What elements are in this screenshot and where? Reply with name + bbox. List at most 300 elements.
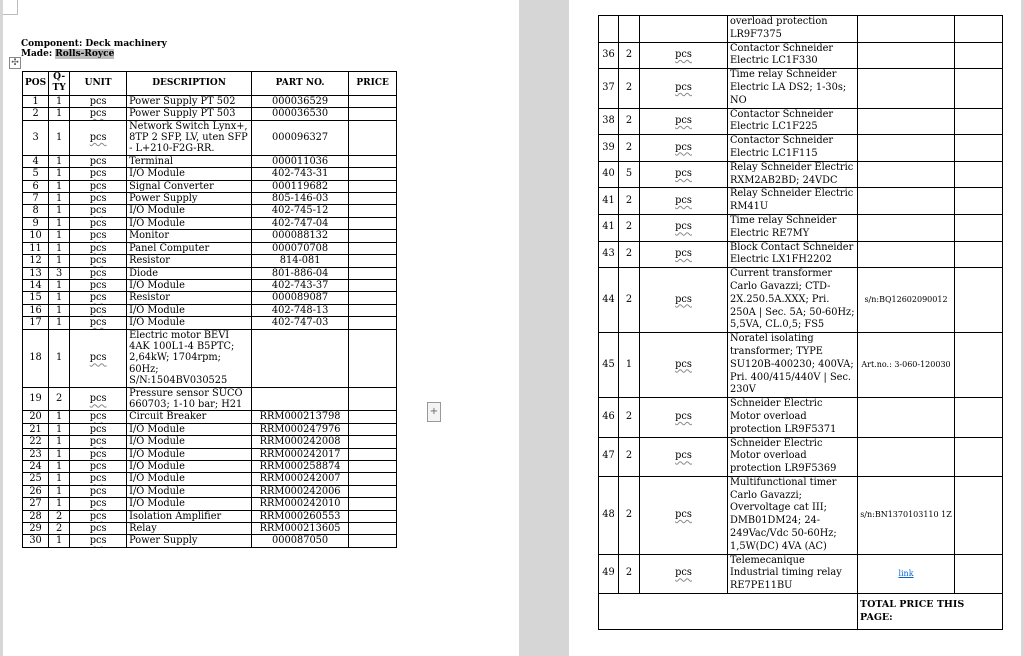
cell-price bbox=[349, 95, 397, 107]
cell-empty bbox=[640, 16, 728, 43]
cell-pos: 16 bbox=[23, 304, 49, 316]
cell-unit: pcs bbox=[640, 69, 728, 108]
table-row bbox=[599, 69, 1003, 108]
cell-price bbox=[349, 255, 397, 267]
cell-pos: 19 bbox=[23, 387, 49, 411]
header-price: PRICE bbox=[349, 72, 397, 96]
cell-part-no: 000036530 bbox=[252, 108, 349, 120]
cell-description: Time relay Schneider Electric LA DS2; 1-30s; NO bbox=[728, 69, 858, 108]
cell-price bbox=[349, 155, 397, 167]
header-qty: Q-TY bbox=[49, 72, 70, 96]
cell-pos: 44 bbox=[599, 268, 619, 333]
cell-price bbox=[955, 188, 1003, 215]
cell-price bbox=[349, 461, 397, 473]
cell-unit: pcs bbox=[70, 230, 127, 242]
cell-part-no: RRM000242008 bbox=[252, 436, 349, 448]
cell-price bbox=[955, 214, 1003, 241]
cell-qty: 1 bbox=[49, 155, 70, 167]
table-row bbox=[23, 304, 397, 316]
cell-qty: 1 bbox=[49, 95, 70, 107]
cell-part-no bbox=[858, 69, 955, 108]
table-row bbox=[599, 268, 1003, 333]
cell-unit: pcs bbox=[640, 161, 728, 188]
cell-part-no: RRM000242007 bbox=[252, 473, 349, 485]
cell-pos: 28 bbox=[23, 510, 49, 522]
cell-part-no bbox=[858, 398, 955, 437]
cell-description: overload protection LR9F7375 bbox=[728, 16, 858, 43]
cell-unit: pcs bbox=[640, 42, 728, 69]
table-row bbox=[23, 242, 397, 254]
cell-part-no bbox=[858, 188, 955, 215]
cell-price bbox=[349, 230, 397, 242]
cell-qty: 1 bbox=[49, 448, 70, 460]
cell-part-no: 000070708 bbox=[252, 242, 349, 254]
cell-qty: 1 bbox=[49, 473, 70, 485]
cell-pos: 22 bbox=[23, 436, 49, 448]
cell-unit: pcs bbox=[70, 436, 127, 448]
made-prefix: Made: bbox=[21, 49, 56, 59]
table-row bbox=[23, 292, 397, 304]
table-row bbox=[23, 180, 397, 192]
cell-description: Terminal bbox=[127, 155, 252, 167]
header-part-no: PART NO. bbox=[252, 72, 349, 96]
cell-pos: 20 bbox=[23, 411, 49, 423]
cell-unit: pcs bbox=[640, 268, 728, 333]
cell-description: Pressure sensor SUCO 660703; 1-10 bar; H21 bbox=[127, 387, 252, 411]
cell-part-no: 000036529 bbox=[252, 95, 349, 107]
cell-qty: 2 bbox=[49, 387, 70, 411]
cell-unit: pcs bbox=[70, 387, 127, 411]
cell-unit: pcs bbox=[70, 535, 127, 547]
cell-pos: 30 bbox=[23, 535, 49, 547]
cell-pos: 15 bbox=[23, 292, 49, 304]
cell-price bbox=[349, 317, 397, 329]
header-pos: POS bbox=[23, 72, 49, 96]
table-row bbox=[599, 333, 1003, 398]
cell-pos: 21 bbox=[23, 423, 49, 435]
cell-part-no: 801-886-04 bbox=[252, 267, 349, 279]
cell-qty: 1 bbox=[49, 242, 70, 254]
table-row bbox=[23, 473, 397, 485]
cell-qty: 1 bbox=[49, 230, 70, 242]
cell-pos: 27 bbox=[23, 498, 49, 510]
cell-pos: 6 bbox=[23, 180, 49, 192]
cell-description: I/O Module bbox=[127, 205, 252, 217]
cell-description: Telemecanique Industrial timing relay RE7PE11BU bbox=[728, 554, 858, 593]
cell-unit: pcs bbox=[640, 214, 728, 241]
cell-qty: 1 bbox=[49, 498, 70, 510]
cell-price bbox=[349, 423, 397, 435]
cell-part-no bbox=[858, 135, 955, 162]
cell-description: Signal Converter bbox=[127, 180, 252, 192]
cell-unit: pcs bbox=[70, 95, 127, 107]
cell-pos: 12 bbox=[23, 255, 49, 267]
cell-description: Schneider Electric Motor overload protection LR9F5369 bbox=[728, 437, 858, 476]
cell-qty: 1 bbox=[49, 411, 70, 423]
cell-pos: 1 bbox=[23, 95, 49, 107]
cell-part-no: RRM000247976 bbox=[252, 423, 349, 435]
cell-price bbox=[349, 168, 397, 180]
table-move-handle-icon[interactable]: ✣ bbox=[9, 57, 21, 69]
cell-price bbox=[955, 241, 1003, 268]
cell-description: I/O Module bbox=[127, 317, 252, 329]
cell-pos: 11 bbox=[23, 242, 49, 254]
cell-price bbox=[349, 193, 397, 205]
cell-part-no bbox=[858, 161, 955, 188]
cell-unit: pcs bbox=[70, 292, 127, 304]
cell-part-no bbox=[252, 329, 349, 387]
cell-price bbox=[955, 476, 1003, 554]
cell-price bbox=[349, 436, 397, 448]
cell-part-no: 000096327 bbox=[252, 120, 349, 155]
cell-unit: pcs bbox=[70, 108, 127, 120]
cell-unit: pcs bbox=[70, 329, 127, 387]
cell-price bbox=[349, 387, 397, 411]
cell-qty: 1 bbox=[49, 317, 70, 329]
table-row bbox=[23, 510, 397, 522]
table-row bbox=[23, 411, 397, 423]
table-row bbox=[23, 279, 397, 291]
cell-price bbox=[955, 69, 1003, 108]
cell-price bbox=[955, 161, 1003, 188]
cell-pos: 38 bbox=[599, 108, 619, 135]
cell-part-no: RRM000213798 bbox=[252, 411, 349, 423]
table-row bbox=[23, 255, 397, 267]
cell-pos: 40 bbox=[599, 161, 619, 188]
add-column-icon[interactable]: + bbox=[427, 402, 441, 422]
cell-description: I/O Module bbox=[127, 279, 252, 291]
cell-part-no: 402-745-12 bbox=[252, 205, 349, 217]
cell-unit: pcs bbox=[70, 255, 127, 267]
cell-qty: 3 bbox=[49, 267, 70, 279]
cell-price bbox=[349, 205, 397, 217]
cell-qty: 1 bbox=[49, 168, 70, 180]
table-row bbox=[23, 168, 397, 180]
table-row bbox=[23, 95, 397, 107]
cell-pos: 47 bbox=[599, 437, 619, 476]
cell-unit: pcs bbox=[70, 155, 127, 167]
cell-part-no: 000089087 bbox=[252, 292, 349, 304]
table-row bbox=[23, 329, 397, 387]
table-row bbox=[23, 267, 397, 279]
cell-description: Contactor Schneider Electric LC1F330 bbox=[728, 42, 858, 69]
cell-qty: 2 bbox=[49, 523, 70, 535]
cell-part-no: 814-081 bbox=[252, 255, 349, 267]
cell-description: Contactor Schneider Electric LC1F225 bbox=[728, 108, 858, 135]
cell-part-no bbox=[252, 387, 349, 411]
table-row bbox=[599, 214, 1003, 241]
cell-qty: 1 bbox=[49, 255, 70, 267]
cell-unit: pcs bbox=[70, 498, 127, 510]
cell-qty: 1 bbox=[49, 279, 70, 291]
cell-description: Multifunctional timer Carlo Gavazzi; Overvoltage cat III; DMB01DM24; 24-249Vac/Vdc 50-60Hz; 1,5W(DC) 4VA (AC) bbox=[728, 476, 858, 554]
cell-price bbox=[955, 42, 1003, 69]
document-page-left bbox=[3, 0, 519, 656]
cell-pos: 24 bbox=[23, 461, 49, 473]
table-row bbox=[599, 161, 1003, 188]
cell-pos: 5 bbox=[23, 168, 49, 180]
cell-unit: pcs bbox=[70, 510, 127, 522]
cell-price bbox=[349, 523, 397, 535]
cell-price bbox=[349, 304, 397, 316]
table-row bbox=[599, 188, 1003, 215]
cell-qty: 2 bbox=[619, 437, 640, 476]
total-price-label: TOTAL PRICE THIS PAGE: bbox=[858, 594, 1003, 630]
cell-empty bbox=[858, 16, 955, 43]
cell-unit: pcs bbox=[70, 193, 127, 205]
parts-table-1 bbox=[22, 71, 397, 548]
table-row bbox=[23, 448, 397, 460]
cell-part-no: 402-748-13 bbox=[252, 304, 349, 316]
table-row bbox=[599, 554, 1003, 593]
cell-description: Power Supply bbox=[127, 193, 252, 205]
cell-unit: pcs bbox=[70, 180, 127, 192]
cell-price bbox=[955, 437, 1003, 476]
cell-pos: 10 bbox=[23, 230, 49, 242]
cell-qty: 2 bbox=[619, 398, 640, 437]
table-row bbox=[599, 398, 1003, 437]
cell-unit: pcs bbox=[640, 476, 728, 554]
cell-unit: pcs bbox=[640, 241, 728, 268]
cell-description: I/O Module bbox=[127, 448, 252, 460]
table-row bbox=[23, 498, 397, 510]
cell-price bbox=[349, 473, 397, 485]
cell-pos: 39 bbox=[599, 135, 619, 162]
cell-unit: pcs bbox=[70, 279, 127, 291]
document-page-right bbox=[569, 0, 1021, 656]
cell-unit: pcs bbox=[70, 168, 127, 180]
cell-empty bbox=[599, 16, 619, 43]
cell-qty: 2 bbox=[619, 554, 640, 593]
cell-description: I/O Module bbox=[127, 304, 252, 316]
table-row bbox=[23, 535, 397, 547]
cell-description: I/O Module bbox=[127, 498, 252, 510]
cell-description: Diode bbox=[127, 267, 252, 279]
cell-unit: pcs bbox=[70, 205, 127, 217]
cell-description: Power Supply PT 503 bbox=[127, 108, 252, 120]
cell-pos: 26 bbox=[23, 485, 49, 497]
cell-qty: 2 bbox=[49, 510, 70, 522]
table-row bbox=[23, 108, 397, 120]
cell-part-no bbox=[858, 42, 955, 69]
cell-part-no: s/n:BN1370103110 1Z bbox=[858, 476, 955, 554]
table-row bbox=[23, 217, 397, 229]
cell-part-no: RRM000242010 bbox=[252, 498, 349, 510]
cell-price bbox=[955, 398, 1003, 437]
component-label: Component: Deck machinery bbox=[21, 39, 167, 49]
table-row bbox=[23, 230, 397, 242]
cell-unit: pcs bbox=[70, 448, 127, 460]
made-line bbox=[21, 49, 114, 59]
cell-description: Power Supply bbox=[127, 535, 252, 547]
cell-price bbox=[955, 333, 1003, 398]
cell-price bbox=[349, 267, 397, 279]
cell-unit: pcs bbox=[70, 217, 127, 229]
cell-price bbox=[349, 485, 397, 497]
table-row bbox=[599, 42, 1003, 69]
cell-description: Block Contact Schneider Electric LX1FH2202 bbox=[728, 241, 858, 268]
table-row bbox=[23, 485, 397, 497]
cell-description: Resistor bbox=[127, 255, 252, 267]
cell-pos: 2 bbox=[23, 108, 49, 120]
cell-unit: pcs bbox=[70, 411, 127, 423]
cell-pos: 7 bbox=[23, 193, 49, 205]
cell-description: Contactor Schneider Electric LC1F115 bbox=[728, 135, 858, 162]
table-row bbox=[23, 461, 397, 473]
cell-unit: pcs bbox=[640, 135, 728, 162]
cell-qty: 2 bbox=[619, 476, 640, 554]
cell-qty: 1 bbox=[49, 461, 70, 473]
cell-description: Noratel isolating transformer; TYPE SU120B-400230; 400VA; Pri. 400/415/440V | Sec. 230V bbox=[728, 333, 858, 398]
cell-empty bbox=[955, 16, 1003, 43]
cell-unit: pcs bbox=[70, 267, 127, 279]
cell-description: Electric motor BEVI 4AK 100L1-4 B5PTC; 2,64kW; 1704rpm; 60Hz; S/N:1504BV030525 bbox=[127, 329, 252, 387]
cell-part-no: 000088132 bbox=[252, 230, 349, 242]
cell-part-no: s/n:BQ12602090012 bbox=[858, 268, 955, 333]
cell-part-no: RRM000258874 bbox=[252, 461, 349, 473]
cell-unit: pcs bbox=[70, 242, 127, 254]
table-row bbox=[23, 317, 397, 329]
cell-price bbox=[349, 498, 397, 510]
cell-qty: 1 bbox=[49, 292, 70, 304]
cell-price bbox=[349, 217, 397, 229]
cell-price bbox=[955, 554, 1003, 593]
cell-price bbox=[349, 411, 397, 423]
part-link[interactable]: link bbox=[898, 568, 914, 578]
cell-qty: 1 bbox=[49, 180, 70, 192]
cell-unit: pcs bbox=[70, 304, 127, 316]
cell-description: Isolation Amplifier bbox=[127, 510, 252, 522]
cell-price bbox=[349, 242, 397, 254]
table-row bbox=[599, 476, 1003, 554]
cell-pos: 3 bbox=[23, 120, 49, 155]
cell-pos: 9 bbox=[23, 217, 49, 229]
cell-qty: 2 bbox=[619, 268, 640, 333]
cell-part-no: 402-747-03 bbox=[252, 317, 349, 329]
cell-price bbox=[955, 108, 1003, 135]
table-row bbox=[599, 135, 1003, 162]
table-row bbox=[599, 437, 1003, 476]
cell-pos: 14 bbox=[23, 279, 49, 291]
cell-empty bbox=[619, 16, 640, 43]
cell-description: Relay Schneider Electric RXM2AB2BD; 24VDC bbox=[728, 161, 858, 188]
cell-unit: pcs bbox=[70, 473, 127, 485]
cell-pos: 48 bbox=[599, 476, 619, 554]
table-row-fragment bbox=[599, 16, 1003, 43]
cell-unit: pcs bbox=[640, 437, 728, 476]
cell-qty: 5 bbox=[619, 161, 640, 188]
cell-qty: 1 bbox=[49, 485, 70, 497]
cell-pos: 37 bbox=[599, 69, 619, 108]
cell-qty: 1 bbox=[619, 333, 640, 398]
cell-unit: pcs bbox=[640, 188, 728, 215]
total-row bbox=[599, 594, 1003, 630]
cell-qty: 2 bbox=[619, 188, 640, 215]
cell-pos: 18 bbox=[23, 329, 49, 387]
cell-qty: 2 bbox=[619, 42, 640, 69]
cell-price bbox=[349, 329, 397, 387]
cell-price bbox=[955, 268, 1003, 333]
cell-qty: 1 bbox=[49, 193, 70, 205]
cell-description: Schneider Electric Motor overload protection LR9F5371 bbox=[728, 398, 858, 437]
cell-qty: 1 bbox=[49, 205, 70, 217]
cell-pos: 46 bbox=[599, 398, 619, 437]
table-row bbox=[23, 193, 397, 205]
cell-description: Current transformer Carlo Gavazzi; CTD-2X.250.5A.XXX; Pri. 250A | Sec. 5A; 50-60Hz; 5,5VA, CL.0,5; FS5 bbox=[728, 268, 858, 333]
cell-qty: 1 bbox=[49, 535, 70, 547]
cell-pos: 41 bbox=[599, 188, 619, 215]
cell-description: Relay bbox=[127, 523, 252, 535]
cell-description: I/O Module bbox=[127, 473, 252, 485]
cell-qty: 2 bbox=[619, 241, 640, 268]
table-header-row bbox=[23, 72, 397, 96]
cell-unit: pcs bbox=[70, 423, 127, 435]
cell-description: I/O Module bbox=[127, 485, 252, 497]
parts-table-2 bbox=[598, 15, 1003, 630]
table-row bbox=[23, 155, 397, 167]
cell-price bbox=[349, 120, 397, 155]
cell-unit: pcs bbox=[70, 461, 127, 473]
cell-qty: 2 bbox=[619, 135, 640, 162]
cell-pos: 45 bbox=[599, 333, 619, 398]
cell-qty: 1 bbox=[49, 329, 70, 387]
cell-unit: pcs bbox=[70, 485, 127, 497]
cell-qty: 1 bbox=[49, 217, 70, 229]
cell-description: I/O Module bbox=[127, 436, 252, 448]
cell-unit: pcs bbox=[640, 554, 728, 593]
cell-pos: 17 bbox=[23, 317, 49, 329]
cell-part-no: RRM000260553 bbox=[252, 510, 349, 522]
cell-description: Panel Computer bbox=[127, 242, 252, 254]
cell-price bbox=[349, 535, 397, 547]
table-row bbox=[23, 423, 397, 435]
cell-qty: 2 bbox=[619, 214, 640, 241]
cell-price bbox=[349, 448, 397, 460]
cell-pos: 49 bbox=[599, 554, 619, 593]
cell-unit: pcs bbox=[640, 398, 728, 437]
cell-part-no: 805-146-03 bbox=[252, 193, 349, 205]
cell-price bbox=[349, 108, 397, 120]
cell-pos: 36 bbox=[599, 42, 619, 69]
cell-price bbox=[349, 510, 397, 522]
cell-pos: 29 bbox=[23, 523, 49, 535]
cell-part-no bbox=[858, 214, 955, 241]
cell-description: I/O Module bbox=[127, 461, 252, 473]
cell-price bbox=[349, 292, 397, 304]
cell-part-no: 000087050 bbox=[252, 535, 349, 547]
manufacturer-name: Rolls-Royce bbox=[55, 49, 115, 59]
table-row bbox=[23, 387, 397, 411]
cell-qty: 1 bbox=[49, 423, 70, 435]
cell-description: Network Switch Lynx+, 8TP 2 SFP, LV, uten SFP - L+210-F2G-RR. bbox=[127, 120, 252, 155]
cell-qty: 1 bbox=[49, 108, 70, 120]
cell-part-no: RRM000242017 bbox=[252, 448, 349, 460]
table-row bbox=[23, 205, 397, 217]
cell-part-no bbox=[858, 108, 955, 135]
cell-unit: pcs bbox=[640, 108, 728, 135]
cell-description: Power Supply PT 502 bbox=[127, 95, 252, 107]
cell-part-no: RRM000213605 bbox=[252, 523, 349, 535]
cell-description: I/O Module bbox=[127, 217, 252, 229]
cell-description: Relay Schneider Electric RM41U bbox=[728, 188, 858, 215]
cell-qty: 2 bbox=[619, 69, 640, 108]
cell-part-no: 000011036 bbox=[252, 155, 349, 167]
cell-pos: 4 bbox=[23, 155, 49, 167]
table-row bbox=[599, 108, 1003, 135]
cell-part-no: 402-743-37 bbox=[252, 279, 349, 291]
table-row bbox=[23, 523, 397, 535]
cell-pos: 13 bbox=[23, 267, 49, 279]
